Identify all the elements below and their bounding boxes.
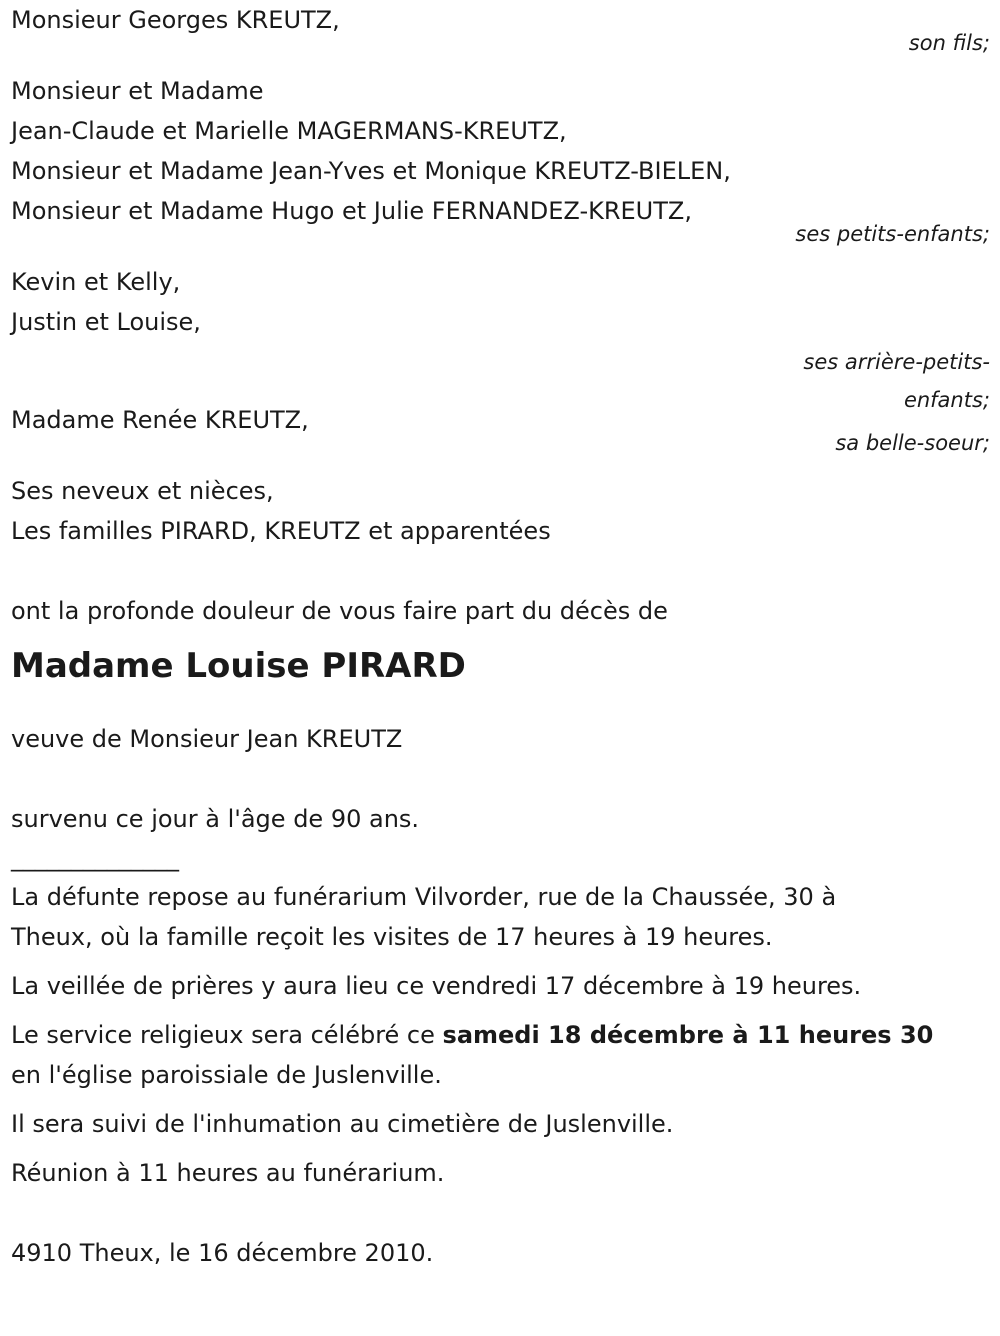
relation-label: ses petits-enfants; — [795, 222, 990, 246]
meeting-info: Réunion à 11 heures au funérarium. — [11, 1159, 445, 1187]
relation-label: son fils; — [908, 31, 990, 55]
deceased-name: Madame Louise PIRARD — [11, 646, 466, 686]
relation-label: ses arrière-petits- — [803, 350, 990, 374]
age-line: survenu ce jour à l'âge de 90 ans. — [11, 805, 420, 833]
relation-label: sa belle-soeur; — [835, 431, 990, 455]
vigil-info: La veillée de prières y aura lieu ce vendredi 17 décembre à 19 heures. — [11, 972, 862, 1000]
family-member: Monsieur et Madame Jean-Yves et Monique KREUTZ-BIELEN, — [11, 157, 731, 185]
service-datetime: samedi 18 décembre à 11 heures 30 — [442, 1021, 934, 1049]
family-member: Madame Renée KREUTZ, — [11, 406, 309, 434]
family-member: Monsieur et Madame — [11, 77, 264, 105]
family-member: Justin et Louise, — [11, 308, 201, 336]
rest-location: Theux, où la famille reçoit les visites de 17 heures à 19 heures. — [11, 923, 773, 951]
widow-of: veuve de Monsieur Jean KREUTZ — [11, 725, 403, 753]
burial-info: Il sera suivi de l'inhumation au cimetière de Juslenville. — [11, 1110, 674, 1138]
family-member: Monsieur Georges KREUTZ, — [11, 6, 340, 34]
family-member: Les familles PIRARD, KREUTZ et apparentées — [11, 517, 551, 545]
rest-location: La défunte repose au funérarium Vilvorder, rue de la Chaussée, 30 à — [11, 883, 837, 911]
announcement: ont la profonde douleur de vous faire part du décès de — [11, 597, 668, 625]
family-member: Kevin et Kelly, — [11, 268, 181, 296]
service-location: en l'église paroissiale de Juslenville. — [11, 1061, 442, 1089]
family-member: Monsieur et Madame Hugo et Julie FERNANDEZ-KREUTZ, — [11, 197, 692, 225]
family-member: Jean-Claude et Marielle MAGERMANS-KREUTZ, — [11, 117, 567, 145]
place-date: 4910 Theux, le 16 décembre 2010. — [11, 1239, 434, 1267]
service-info — [11, 1015, 990, 1055]
service-prefix: Le service religieux sera célébré ce — [11, 1021, 443, 1049]
relation-label: enfants; — [903, 388, 990, 412]
separator: ______________ — [11, 844, 179, 872]
family-member: Ses neveux et nièces, — [11, 477, 274, 505]
